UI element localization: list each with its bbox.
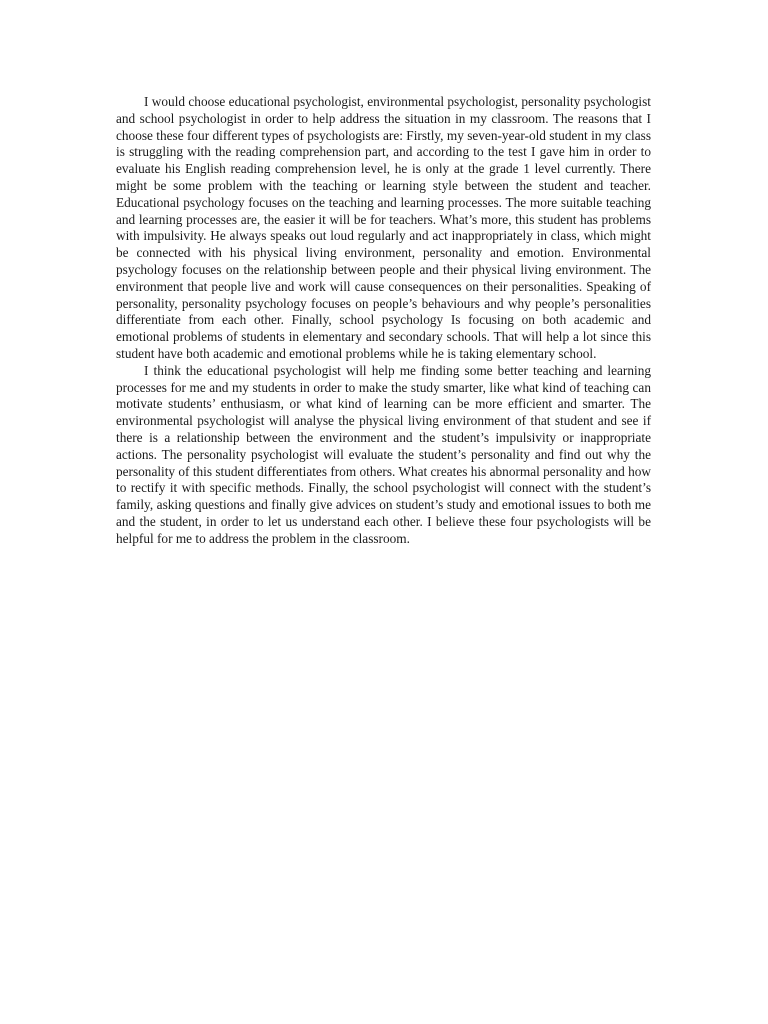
- paragraph-2: I think the educational psychologist will help me finding some better teaching and learning processes for me and my students in order to make the study smarter, like what kind of teaching can motivate students’ enthusiasm, or what kind of learning can be more efficient and smarter. The environmental psychologist will analyse the physical living environment of that student and see if there is a relationship between the environment and the student’s impulsivity or inappropriate actions. The personality psychologist will evaluate the student’s personality and find out why the personality of this student differentiates from others. What creates his abnormal personality and how to rectify it with specific methods. Finally, the school psychologist will connect with the student’s family, asking questions and finally give advices on student’s study and emotional issues to both me and the student, in order to let us understand each other. I believe these four psychologists will be helpful for me to address the problem in the classroom.: [116, 362, 651, 546]
- document-body: [116, 94, 651, 548]
- paragraph-1: I would choose educational psychologist, environmental psychologist, personality psychologist and school psychologist in order to help address the situation in my classroom. The reasons that I choose these four different types of psychologists are: Firstly, my seven-year-old student in my class is struggling with the reading comprehension part, and according to the test I gave him in order to evaluate his English reading comprehension level, he is only at the grade 1 level currently. There might be some problem with the teaching or learning style between the student and teacher. Educational psychology focuses on the teaching and learning processes. The more suitable teaching and learning processes are, the easier it will be for teachers. What’s more, this student has problems with impulsivity. He always speaks out loud regularly and act inappropriately in class, which might be connected with his physical living environment, personality and emotion. Environmental psychology focuses on the relationship between people and their physical living environment. The environment that people live and work will cause consequences on their personalities. Speaking of personality, personality psychology focuses on people’s behaviours and why people’s personalities differentiate from each other. Finally, school psychology Is focusing on both academic and emotional problems of students in elementary and secondary schools. That will help a lot since this student have both academic and emotional problems while he is taking elementary school.: [116, 94, 651, 361]
